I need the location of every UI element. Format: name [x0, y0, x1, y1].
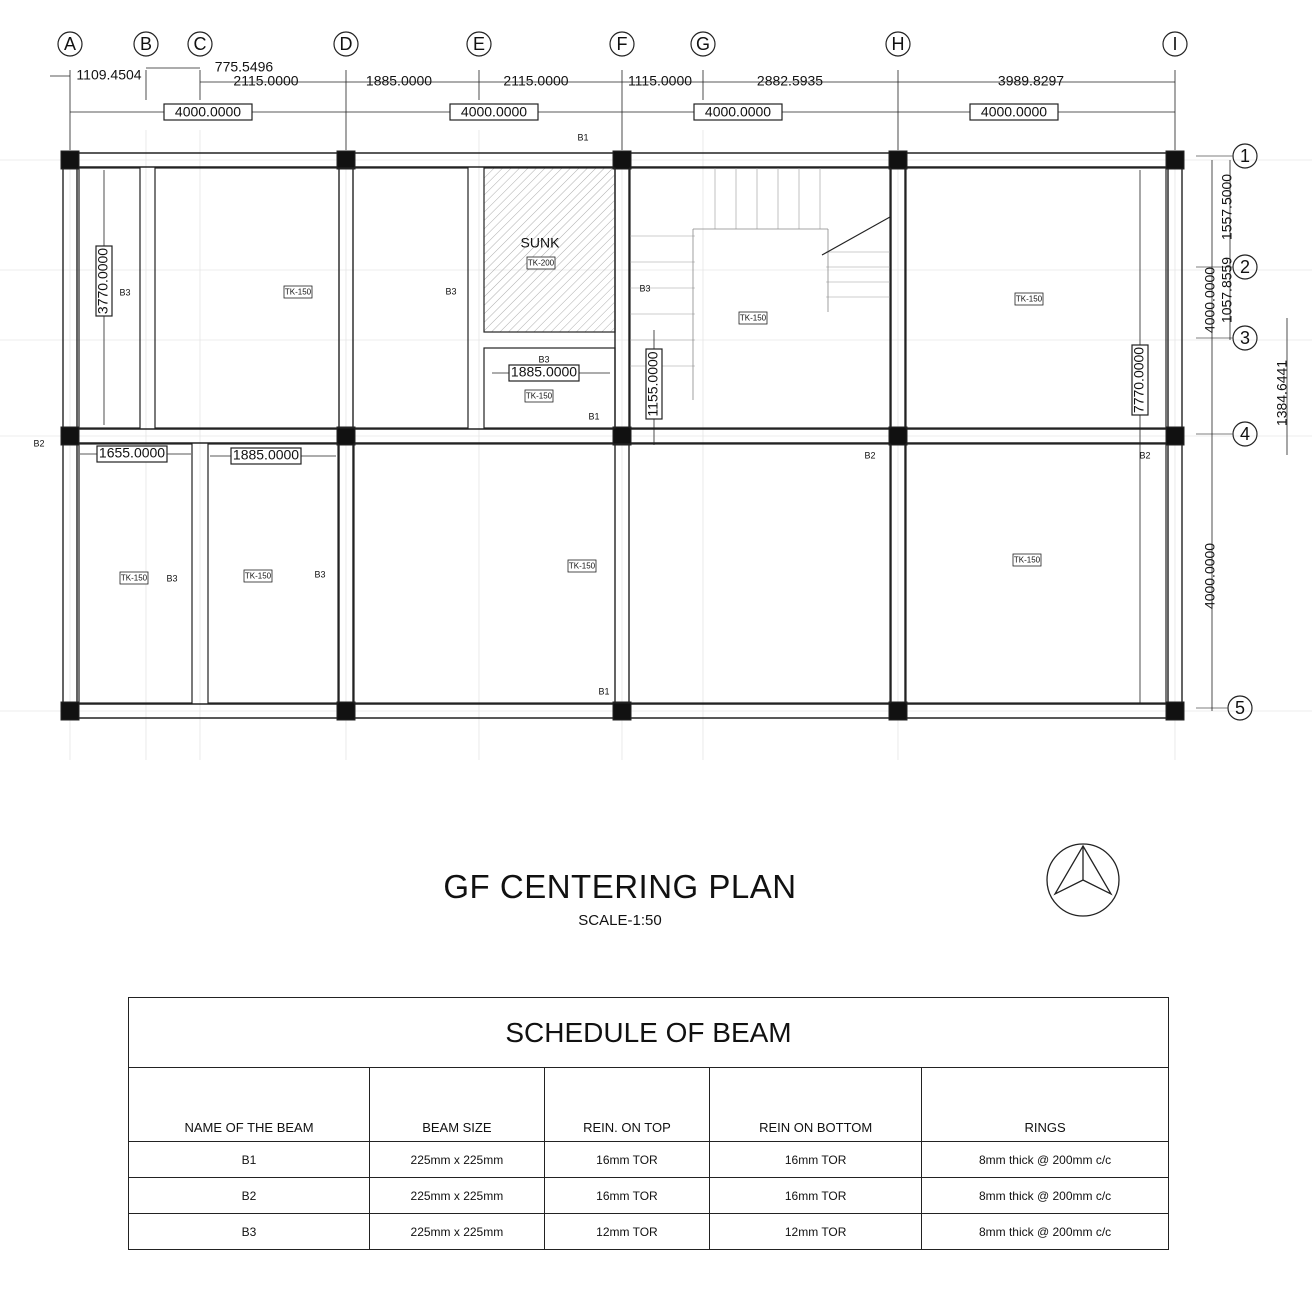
beam-schedule-table	[128, 997, 1169, 1250]
dimension-text: 1057.8559	[1218, 256, 1235, 324]
table-cell: B2	[129, 1178, 370, 1214]
column-square	[61, 151, 79, 169]
column-square	[889, 151, 907, 169]
dimension-text: 4000.0000	[460, 103, 528, 120]
column-square	[613, 151, 631, 169]
table-cell: 225mm x 225mm	[370, 1178, 545, 1214]
grid-label: F	[616, 33, 628, 54]
stair-slab-panel	[630, 168, 890, 428]
dimension-text: 1885.0000	[365, 72, 433, 89]
dimension-text: 1885.0000	[510, 363, 578, 380]
table-cell: 16mm TOR	[710, 1142, 922, 1178]
table-cell: 16mm TOR	[710, 1178, 922, 1214]
dimension-text: 4000.0000	[704, 103, 772, 120]
beam-label: B1	[588, 411, 600, 422]
dimension-text: 1109.4504	[76, 66, 142, 83]
table-row	[129, 1142, 1169, 1178]
slab-tag: TK-200	[527, 258, 555, 268]
schedule-header: BEAM SIZE	[370, 1068, 545, 1142]
column-square	[337, 427, 355, 445]
grid-label: I	[1172, 33, 1178, 54]
column-square	[61, 427, 79, 445]
grid-label: 1	[1239, 145, 1251, 166]
schedule-header: RINGS	[922, 1068, 1169, 1142]
table-row	[129, 1214, 1169, 1250]
table-cell: 8mm thick @ 200mm c/c	[922, 1214, 1169, 1250]
table-cell: 225mm x 225mm	[370, 1214, 545, 1250]
beam-label: B3	[166, 573, 178, 584]
slab-tag: TK-150	[568, 561, 596, 571]
table-row	[129, 1178, 1169, 1214]
plan-title: GF CENTERING PLAN	[443, 868, 797, 905]
slab-tag: TK-150	[284, 287, 312, 297]
dimension-text: 4000.0000	[1201, 266, 1218, 334]
beam-label: B2	[1139, 450, 1151, 461]
north-arrow-icon	[1043, 842, 1123, 922]
beam-label: B1	[577, 132, 589, 143]
beam-label: B3	[639, 283, 651, 294]
table-cell: 225mm x 225mm	[370, 1142, 545, 1178]
dimension-text: 1155.0000	[644, 351, 661, 417]
grid-label: 2	[1239, 256, 1251, 277]
dimension-text: 2882.5935	[756, 72, 824, 89]
column-square	[613, 702, 631, 720]
dimension-text: 4000.0000	[1201, 542, 1218, 610]
column-square	[1166, 151, 1184, 169]
schedule-title: SCHEDULE OF BEAM	[129, 998, 1169, 1068]
beam-label: B2	[33, 438, 45, 449]
slab-tag: TK-150	[1013, 555, 1041, 565]
stair-cut-line	[822, 217, 890, 255]
table-cell: 16mm TOR	[544, 1178, 709, 1214]
dimension-text: 1384.6441	[1273, 359, 1290, 427]
plan-scale: SCALE-1:50	[578, 912, 662, 929]
dimension-text: 2115.0000	[503, 72, 569, 89]
grid-label: C	[193, 33, 207, 54]
dimension-text: 4000.0000	[980, 103, 1048, 120]
slab-tag: TK-150	[1015, 294, 1043, 304]
table-cell: B1	[129, 1142, 370, 1178]
beam-label: B3	[445, 286, 457, 297]
column-square	[889, 427, 907, 445]
dimension-text: 1885.0000	[232, 446, 300, 463]
table-cell: 12mm TOR	[710, 1214, 922, 1250]
schedule-header: REIN. ON TOP	[544, 1068, 709, 1142]
grid-label: 4	[1239, 423, 1251, 444]
column-square	[1166, 427, 1184, 445]
column-square	[1166, 702, 1184, 720]
beam-label: B3	[538, 354, 550, 365]
dimension-text: 3770.0000	[94, 247, 111, 315]
dimension-text: 1557.5000	[1218, 173, 1235, 241]
column-square	[613, 427, 631, 445]
dimension-text: 7770.0000	[1130, 346, 1147, 414]
slab-tag: TK-150	[244, 571, 272, 581]
grid-label: A	[63, 33, 77, 54]
beam-label: B3	[314, 569, 326, 580]
slab-tag: TK-150	[739, 313, 767, 323]
grid-label: H	[891, 33, 905, 54]
table-cell: 8mm thick @ 200mm c/c	[922, 1178, 1169, 1214]
column-square	[61, 702, 79, 720]
beam-label: B1	[598, 686, 610, 697]
dimension-text: 2115.0000	[233, 72, 299, 89]
grid-label: 3	[1239, 327, 1251, 348]
table-cell: 16mm TOR	[544, 1142, 709, 1178]
dimension-text: 3989.8297	[997, 72, 1065, 89]
grid-label: G	[695, 33, 711, 54]
dimension-text: 4000.0000	[174, 103, 242, 120]
grid-label: E	[472, 33, 486, 54]
column-square	[337, 702, 355, 720]
schedule-header: NAME OF THE BEAM	[129, 1068, 370, 1142]
grid-label: 5	[1234, 697, 1246, 718]
slab-panel	[906, 444, 1166, 703]
table-cell: 12mm TOR	[544, 1214, 709, 1250]
column-square	[337, 151, 355, 169]
grid-label: B	[139, 33, 153, 54]
schedule-header: REIN ON BOTTOM	[710, 1068, 922, 1142]
column-square	[889, 702, 907, 720]
grid-label: D	[339, 33, 353, 54]
beam-label: B3	[119, 287, 131, 298]
slab-tag: TK-150	[120, 573, 148, 583]
beam-label: B2	[864, 450, 876, 461]
table-cell: 8mm thick @ 200mm c/c	[922, 1142, 1169, 1178]
slab-tag: TK-150	[525, 391, 553, 401]
dimension-text: 1115.0000	[627, 72, 693, 89]
dimension-text: 775.5496	[214, 58, 274, 75]
dimension-text: 1655.0000	[98, 444, 166, 461]
sunk-label: SUNK	[520, 234, 560, 251]
table-cell: B3	[129, 1214, 370, 1250]
